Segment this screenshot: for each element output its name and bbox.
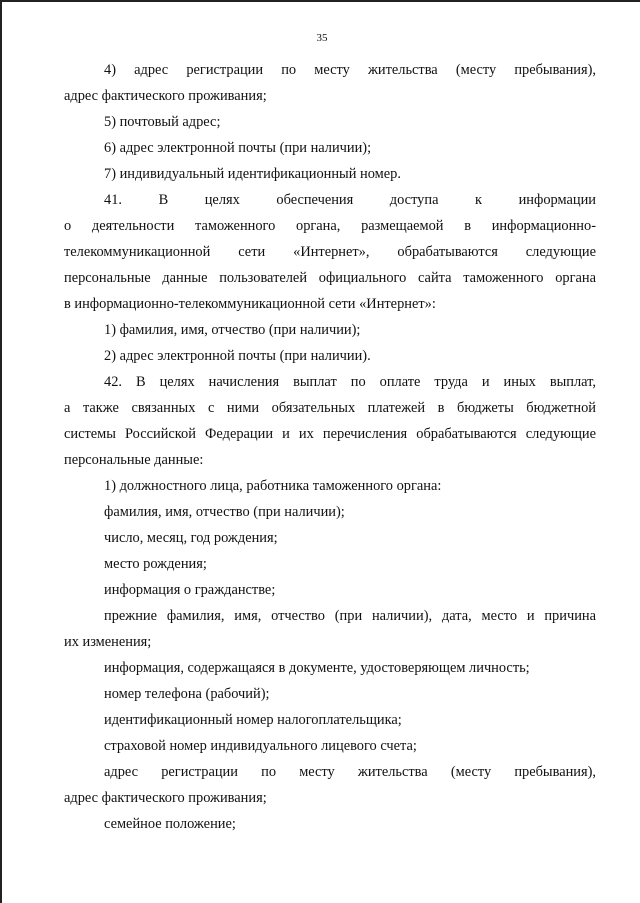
text-line: а также связанных с ними обязательных платежей в бюджеты бюджетной: [64, 400, 596, 416]
text-line: системы Российской Федерации и их перечисления обрабатываются следующие: [64, 426, 596, 442]
text-line: 7) индивидуальный идентификационный номер.: [104, 166, 401, 182]
text-line: число, месяц, год рождения;: [104, 530, 278, 546]
text-line: 5) почтовый адрес;: [104, 114, 221, 130]
text-line: 42. В целях начисления выплат по оплате труда и иных выплат,: [104, 374, 596, 390]
document-body: [64, 57, 596, 837]
text-line: персональные данные:: [64, 452, 204, 468]
text-line: в информационно-телекоммуникационной сети «Интернет»:: [64, 296, 436, 312]
text-line: телекоммуникационной сети «Интернет», обрабатываются следующие: [64, 244, 596, 260]
text-line: страховой номер индивидуального лицевого счета;: [104, 738, 417, 754]
text-line: адрес фактического проживания;: [64, 790, 267, 806]
text-line: 6) адрес электронной почты (при наличии);: [104, 140, 372, 156]
text-line: 4) адрес регистрации по месту жительства (месту пребывания),: [104, 62, 596, 78]
text-line: 1) фамилия, имя, отчество (при наличии);: [104, 322, 361, 338]
text-line: персональные данные пользователей официального сайта таможенного органа: [64, 270, 596, 286]
text-line: 1) должностного лица, работника таможенного органа:: [104, 478, 442, 494]
text-line: семейное положение;: [104, 816, 236, 832]
text-line: 41. В целях обеспечения доступа к информации: [104, 192, 596, 208]
text-line: адрес фактического проживания;: [64, 88, 267, 104]
text-line: фамилия, имя, отчество (при наличии);: [104, 504, 345, 520]
text-line: информация о гражданстве;: [104, 582, 276, 598]
text-line: информация, содержащаяся в документе, удостоверяющем личность;: [104, 660, 530, 676]
text-line: номер телефона (рабочий);: [104, 686, 270, 702]
text-line: идентификационный номер налогоплательщика;: [104, 712, 402, 728]
text-line: 2) адрес электронной почты (при наличии).: [104, 348, 371, 364]
text-line: их изменения;: [64, 634, 152, 650]
text-line: адрес регистрации по месту жительства (месту пребывания),: [104, 764, 596, 780]
text-line: место рождения;: [104, 556, 207, 572]
text-line: прежние фамилия, имя, отчество (при наличии), дата, место и причина: [104, 608, 596, 624]
text-line: о деятельности таможенного органа, размещаемой в информационно-: [64, 218, 596, 234]
page-number: 35: [316, 32, 328, 44]
